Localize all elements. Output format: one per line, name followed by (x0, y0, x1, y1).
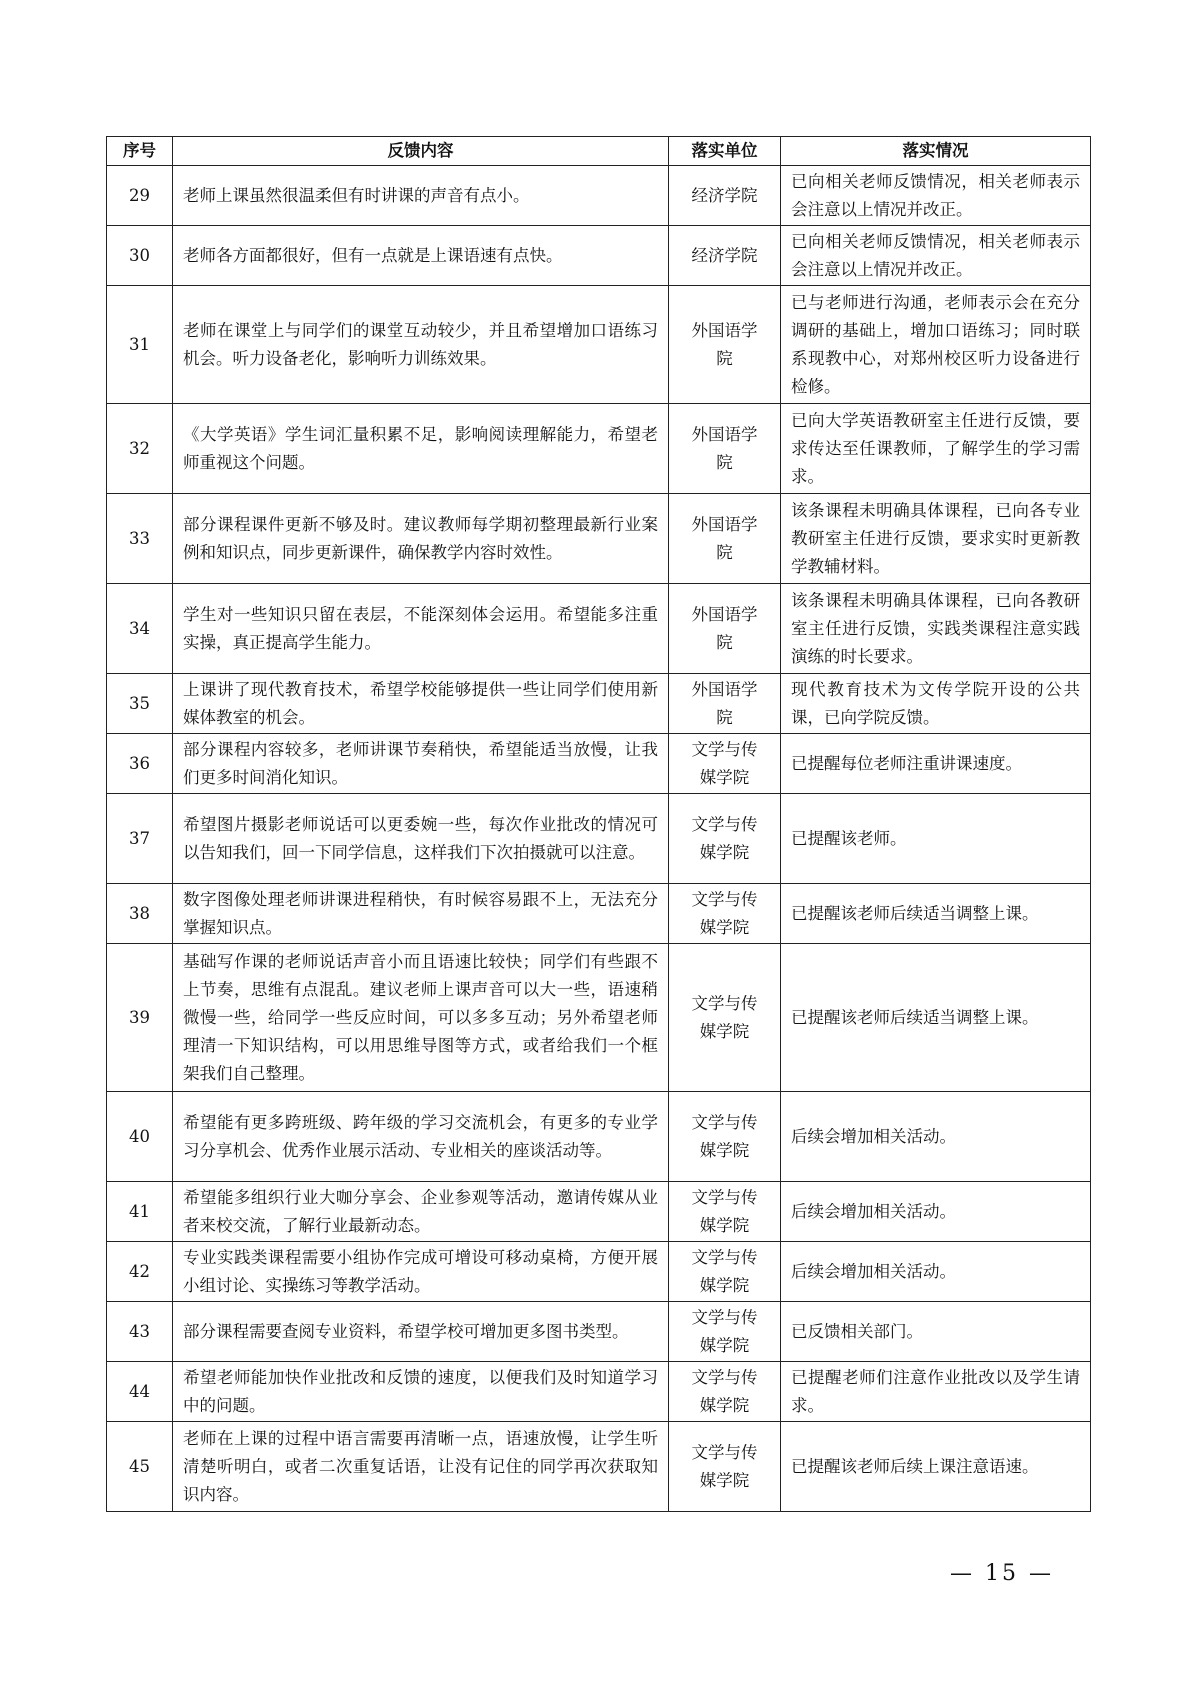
row-serial: 44 (107, 1362, 173, 1422)
row-unit: 文学与传媒学院 (669, 734, 781, 794)
row-serial: 43 (107, 1302, 173, 1362)
table-row (107, 404, 1091, 494)
table-row (107, 794, 1091, 884)
row-status: 已向相关老师反馈情况，相关老师表示会注意以上情况并改正。 (781, 166, 1091, 226)
row-serial: 36 (107, 734, 173, 794)
row-serial: 34 (107, 584, 173, 674)
table-row (107, 884, 1091, 944)
row-status: 已与老师进行沟通，老师表示会在充分调研的基础上，增加口语练习；同时联系现教中心，对郑州校区听力设备进行检修。 (781, 286, 1091, 404)
row-feedback: 老师上课虽然很温柔但有时讲课的声音有点小。 (173, 166, 669, 226)
row-status: 后续会增加相关活动。 (781, 1092, 1091, 1182)
row-serial: 38 (107, 884, 173, 944)
row-status: 已反馈相关部门。 (781, 1302, 1091, 1362)
table-row (107, 944, 1091, 1092)
row-serial: 41 (107, 1182, 173, 1242)
row-serial: 45 (107, 1422, 173, 1512)
row-feedback: 基础写作课的老师说话声音小而且语速比较快；同学们有些跟不上节奏，思维有点混乱。建议老师上课声音可以大一些，语速稍微慢一些，给同学一些反应时间，可以多多互动；另外希望老师理清一下知识结构，可以用思维导图等方式，或者给我们一个框架我们自己整理。 (173, 944, 669, 1092)
header-status: 落实情况 (781, 137, 1091, 166)
row-serial: 39 (107, 944, 173, 1092)
row-status: 已提醒该老师后续适当调整上课。 (781, 884, 1091, 944)
table-row (107, 494, 1091, 584)
table-row (107, 166, 1091, 226)
row-serial: 35 (107, 674, 173, 734)
row-serial: 31 (107, 286, 173, 404)
table-row (107, 1302, 1091, 1362)
row-unit: 外国语学院 (669, 286, 781, 404)
row-status: 已提醒该老师后续上课注意语速。 (781, 1422, 1091, 1512)
table-row (107, 734, 1091, 794)
row-unit: 经济学院 (669, 226, 781, 286)
row-feedback: 部分课程内容较多，老师讲课节奏稍快，希望能适当放慢，让我们更多时间消化知识。 (173, 734, 669, 794)
row-status: 该条课程未明确具体课程，已向各教研室主任进行反馈，实践类课程注意实践演练的时长要求。 (781, 584, 1091, 674)
row-unit: 文学与传媒学院 (669, 794, 781, 884)
row-status: 后续会增加相关活动。 (781, 1182, 1091, 1242)
row-status: 现代教育技术为文传学院开设的公共课，已向学院反馈。 (781, 674, 1091, 734)
row-feedback: 部分课程课件更新不够及时。建议教师每学期初整理最新行业案例和知识点，同步更新课件，确保教学内容时效性。 (173, 494, 669, 584)
row-unit: 文学与传媒学院 (669, 1362, 781, 1422)
header-unit: 落实单位 (669, 137, 781, 166)
row-status: 已提醒该老师后续适当调整上课。 (781, 944, 1091, 1092)
row-unit: 文学与传媒学院 (669, 1092, 781, 1182)
row-serial: 40 (107, 1092, 173, 1182)
row-status: 已提醒该老师。 (781, 794, 1091, 884)
page-number: — 15 — (950, 1561, 1054, 1586)
row-feedback: 希望图片摄影老师说话可以更委婉一些，每次作业批改的情况可以告知我们，回一下同学信息，这样我们下次拍摄就可以注意。 (173, 794, 669, 884)
row-unit: 文学与传媒学院 (669, 1302, 781, 1362)
row-feedback: 学生对一些知识只留在表层，不能深刻体会运用。希望能多注重实操，真正提高学生能力。 (173, 584, 669, 674)
row-unit: 文学与传媒学院 (669, 1422, 781, 1512)
row-status: 已提醒每位老师注重讲课速度。 (781, 734, 1091, 794)
header-feedback: 反馈内容 (173, 137, 669, 166)
row-unit: 文学与传媒学院 (669, 944, 781, 1092)
row-feedback: 数字图像处理老师讲课进程稍快，有时候容易跟不上，无法充分掌握知识点。 (173, 884, 669, 944)
row-feedback: 希望老师能加快作业批改和反馈的速度，以便我们及时知道学习中的问题。 (173, 1362, 669, 1422)
row-unit: 外国语学院 (669, 674, 781, 734)
row-serial: 42 (107, 1242, 173, 1302)
row-unit: 文学与传媒学院 (669, 884, 781, 944)
table-row (107, 1092, 1091, 1182)
row-serial: 29 (107, 166, 173, 226)
row-unit: 外国语学院 (669, 494, 781, 584)
row-status: 该条课程未明确具体课程，已向各专业教研室主任进行反馈，要求实时更新教学教辅材料。 (781, 494, 1091, 584)
table-row (107, 584, 1091, 674)
table-row (107, 286, 1091, 404)
feedback-table (106, 136, 1091, 1512)
table-row (107, 674, 1091, 734)
row-status: 后续会增加相关活动。 (781, 1242, 1091, 1302)
row-feedback: 老师各方面都很好，但有一点就是上课语速有点快。 (173, 226, 669, 286)
row-feedback: 《大学英语》学生词汇量积累不足，影响阅读理解能力，希望老师重视这个问题。 (173, 404, 669, 494)
row-unit: 外国语学院 (669, 404, 781, 494)
row-unit: 外国语学院 (669, 584, 781, 674)
row-serial: 32 (107, 404, 173, 494)
row-serial: 37 (107, 794, 173, 884)
row-serial: 33 (107, 494, 173, 584)
header-serial: 序号 (107, 137, 173, 166)
row-feedback: 上课讲了现代教育技术，希望学校能够提供一些让同学们使用新媒体教室的机会。 (173, 674, 669, 734)
table-row (107, 1362, 1091, 1422)
table-row (107, 226, 1091, 286)
row-feedback: 老师在上课的过程中语言需要再清晰一点，语速放慢，让学生听清楚听明白，或者二次重复话语，让没有记住的同学再次获取知识内容。 (173, 1422, 669, 1512)
row-status: 已向大学英语教研室主任进行反馈，要求传达至任课教师，了解学生的学习需求。 (781, 404, 1091, 494)
row-unit: 文学与传媒学院 (669, 1182, 781, 1242)
row-serial: 30 (107, 226, 173, 286)
row-feedback: 部分课程需要查阅专业资料，希望学校可增加更多图书类型。 (173, 1302, 669, 1362)
table-header-row (107, 137, 1091, 166)
row-unit: 文学与传媒学院 (669, 1242, 781, 1302)
table-row (107, 1182, 1091, 1242)
row-unit: 经济学院 (669, 166, 781, 226)
row-status: 已提醒老师们注意作业批改以及学生请求。 (781, 1362, 1091, 1422)
row-feedback: 希望能多组织行业大咖分享会、企业参观等活动，邀请传媒从业者来校交流，了解行业最新动态。 (173, 1182, 669, 1242)
table-row (107, 1422, 1091, 1512)
row-status: 已向相关老师反馈情况，相关老师表示会注意以上情况并改正。 (781, 226, 1091, 286)
row-feedback: 希望能有更多跨班级、跨年级的学习交流机会，有更多的专业学习分享机会、优秀作业展示活动、专业相关的座谈活动等。 (173, 1092, 669, 1182)
table-row (107, 1242, 1091, 1302)
row-feedback: 老师在课堂上与同学们的课堂互动较少，并且希望增加口语练习机会。听力设备老化，影响听力训练效果。 (173, 286, 669, 404)
row-feedback: 专业实践类课程需要小组协作完成可增设可移动桌椅，方便开展小组讨论、实操练习等教学活动。 (173, 1242, 669, 1302)
